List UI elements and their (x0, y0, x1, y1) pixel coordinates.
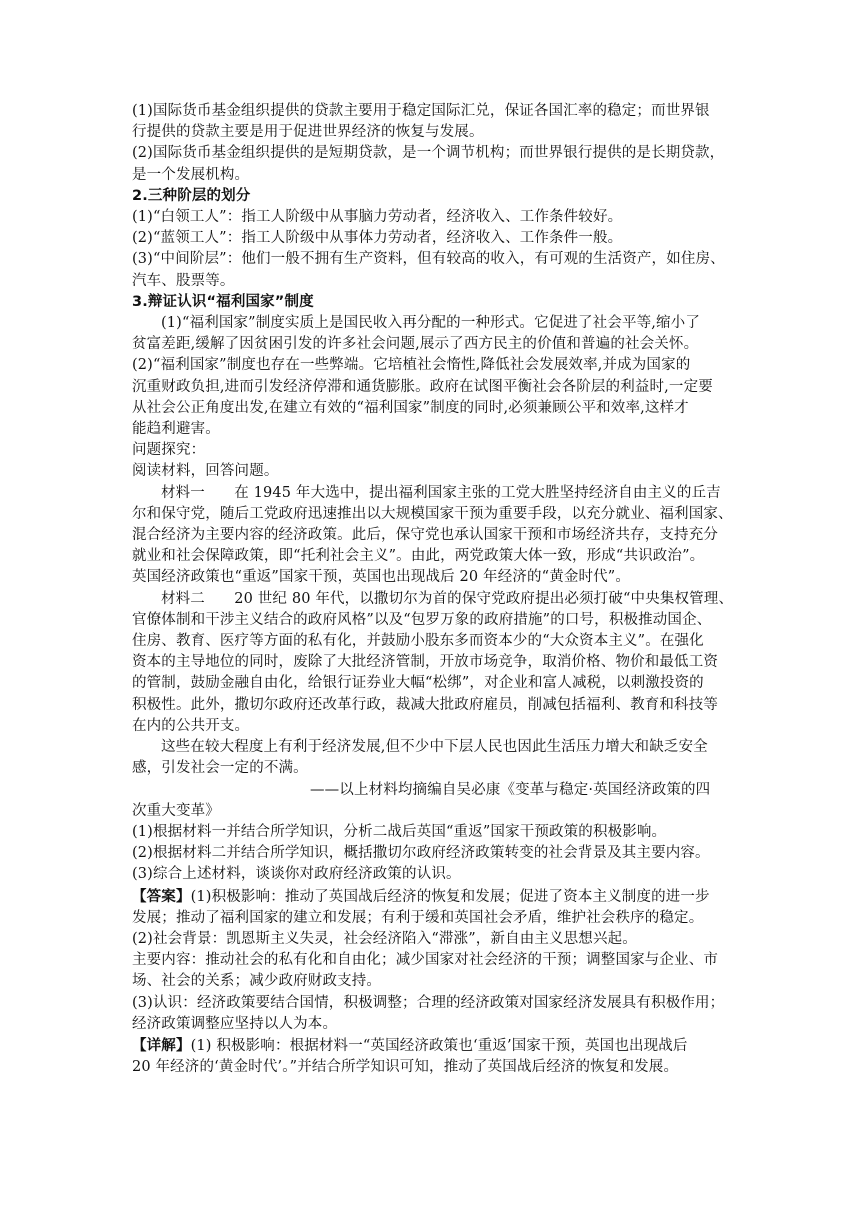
text-line: 经济政策调整应坚持以人为本。 (132, 1015, 338, 1032)
text-line: 问题探究： (132, 442, 206, 459)
text-line: 混合经济为主要内容的经济政策。此后，保守党也承认国家干预和市场经济共存，支持充分 (132, 527, 718, 544)
answer-label: 【答案】 (132, 887, 191, 905)
document-body (132, 101, 732, 1078)
text-line: 阅读材料，回答问题。 (132, 463, 279, 480)
text-line: 这些在较大程度上有利于经济发展,但不少中下层人民也因此生活压力增大和缺乏安全 (161, 739, 708, 756)
text-line: (2)“福利国家”制度也存在一些弊端。它培植社会惰性,降低社会发展效率,并成为国家的 (132, 357, 691, 374)
text-line: 20 年经济的‘黄金时代’。”并结合所学知识可知，推动了英国战后经济的恢复和发展。 (132, 1059, 679, 1076)
text-line: 尔和保守党，随后工党政府迅速推出以大规模国家干预为重要手段，以充分就业、福利国家、 (132, 505, 733, 522)
text-line: 在内的公共开支。 (132, 717, 250, 734)
text-line: 场、社会的关系；减少政府财政支持。 (132, 973, 382, 990)
source-citation: 次重大变革》 (132, 802, 220, 819)
question-line: (1)根据材料一并结合所学知识，分析二战后英国“重返”国家干预政策的积极影响。 (132, 823, 667, 840)
answer-text: (1)积极影响：推动了英国战后经济的恢复和发展；促进了资本主义制度的进一步 (190, 888, 710, 905)
text-line: (1)国际货币基金组织提供的贷款主要用于稳定国际汇兑，保证各国汇率的稳定；而世界银 (132, 103, 710, 119)
answer-line (132, 886, 732, 908)
text-line: 是一个发展机构。 (132, 166, 250, 183)
question-line: (3)综合上述材料，谈谈你对政府经济政策的认识。 (132, 866, 461, 883)
source-citation: ——以上材料均摘编自吴必康《变革与稳定·英国经济政策的四 (310, 781, 711, 798)
text-line: 行提供的贷款主要是用于促进世界经济的恢复与发展。 (132, 124, 484, 141)
text-line: 官僚体制和干涉主义结合的政府风格”以及“包罗万象的政府措施”的口号，积极推动国企、 (132, 611, 712, 628)
section-heading: 3.辩证认识“福利国家”制度 (132, 293, 314, 310)
text-line: 能趋利避害。 (132, 421, 220, 438)
section-heading: 2.三种阶层的划分 (132, 187, 251, 204)
text-line: 资本的主导地位的同时，废除了大批经济管制，开放市场竞争，取消价格、物价和最低工资 (132, 654, 718, 671)
text-line: 汽车、股票等。 (132, 272, 235, 289)
text-line: (1)“福利国家”制度实质上是国民收入再分配的一种形式。它促进了社会平等,缩小了 (161, 315, 700, 332)
text-line: 就业和社会保障政策，即“托利社会主义”。由此，两党政策大体一致，形成“共识政治”。 (132, 548, 705, 565)
text-line: 材料二 20 世纪 80 年代，以撒切尔为首的保守党政府提出必须打破“中央集权管理、 (161, 590, 734, 607)
text-line: 材料一 在 1945 年大选中，提出福利国家主张的工党大胜坚持经济自由主义的丘吉 (161, 484, 721, 501)
text-line: (2)国际货币基金组织提供的是短期贷款，是一个调节机构；而世界银行提供的是长期贷款， (132, 145, 725, 162)
text-line: (2)“蓝领工人”：指工人阶级中从事体力劳动者，经济收入、工作条件一般。 (132, 230, 623, 247)
text-line: (1)“白领工人”：指工人阶级中从事脑力劳动者，经济收入、工作条件较好。 (132, 209, 623, 226)
text-line: 积极性。此外，撒切尔政府还改革行政，裁减大批政府雇员，削减包括福利、教育和科技等 (132, 696, 718, 713)
detail-line (132, 1035, 732, 1057)
text-line: (2)社会背景：凯恩斯主义失灵，社会经济陷入“滞涨”，新自由主义思想兴起。 (132, 930, 637, 947)
text-line: 贫富差距,缓解了因贫困引发的许多社会问题,展示了西方民主的价值和普遍的社会关怀。 (132, 336, 699, 353)
detail-text: (1) 积极影响：根据材料一“英国经济政策也‘重返’国家干预，英国也出现战后 (190, 1037, 688, 1054)
detail-label: 【详解】 (132, 1036, 191, 1054)
text-line: 沉重财政负担,进而引发经济停滞和通货膨胀。政府在试图平衡社会各阶层的利益时,一定要 (132, 378, 713, 395)
text-line: 的管制，鼓励金融自由化，给银行证券业大幅“松绑”，对企业和富人减税，以刺激投资的 (132, 675, 704, 692)
text-line: 感，引发社会一定的不满。 (132, 760, 308, 777)
text-line: (3)认识：经济政策要结合国情，积极调整；合理的经济政策对国家经济发展具有积极作用； (132, 994, 725, 1011)
text-line: (3)“中间阶层”：他们一般不拥有生产资料，但有较高的收入，有可观的生活资产，如住房、 (132, 251, 725, 268)
text-line: 从社会公正角度出发,在建立有效的“福利国家”制度的同时,必须兼顾公平和效率,这样才 (132, 399, 689, 416)
question-line: (2)根据材料二并结合所学知识，概括撒切尔政府经济政策转变的社会背景及其主要内容。 (132, 845, 710, 862)
text-line: 发展；推动了福利国家的建立和发展；有利于缓和英国社会矛盾，维护社会秩序的稳定。 (132, 909, 704, 926)
text-line: 主要内容：推动社会的私有化和自由化；减少国家对社会经济的干预；调整国家与企业、市 (132, 952, 718, 969)
text-line: 英国经济政策也“重返”国家干预，英国也出现战后 20 年经济的“黄金时代”。 (132, 569, 631, 586)
text-line: 住房、教育、医疗等方面的私有化，并鼓励小股东多而资本少的“大众资本主义”。在强化 (132, 633, 704, 650)
